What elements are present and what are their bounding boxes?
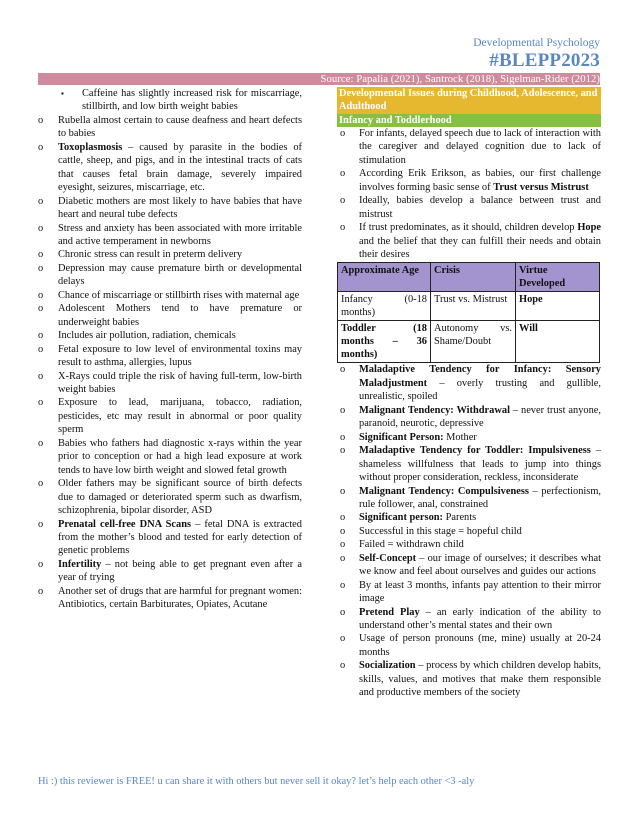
item-text: Diabetic mothers are most likely to have babies that have heart and neural tube defects bbox=[58, 195, 302, 221]
list-item bbox=[337, 552, 601, 579]
circle-bullet-icon: o bbox=[340, 364, 346, 376]
item-text: Chronic stress can result in preterm delivery bbox=[58, 249, 243, 261]
item-text: – never trust anyone, paranoid, neurotic, depressive bbox=[359, 404, 601, 430]
list-item bbox=[38, 222, 302, 249]
item-term: Significant Person: bbox=[359, 431, 444, 443]
item-text: – process by which children develop habits, skills, values, and motives that make them responsible and productive members of the society bbox=[359, 660, 601, 699]
item-term: Infertility bbox=[58, 558, 102, 570]
table-header-cell: Crisis bbox=[431, 263, 516, 292]
circle-bullet-icon: o bbox=[38, 249, 44, 261]
circle-bullet-icon: o bbox=[340, 445, 346, 457]
circle-bullet-icon: o bbox=[340, 404, 346, 416]
left-column bbox=[38, 87, 302, 612]
circle-bullet-icon: o bbox=[38, 141, 44, 153]
item-text: Includes air pollution, radiation, chemicals bbox=[58, 330, 236, 342]
circle-bullet-icon: o bbox=[38, 262, 44, 274]
list-item bbox=[337, 444, 601, 484]
item-text: Usage of person pronouns (me, mine) usually at 20-24 months bbox=[359, 633, 601, 658]
bullet-list-after-table bbox=[337, 363, 601, 699]
table-cell: Infancy (0-18 months) bbox=[338, 292, 431, 321]
item-text: Ideally, babies develop a balance between trust and mistrust bbox=[359, 195, 601, 220]
square-bullet-icon: ▪ bbox=[61, 89, 64, 98]
section-heading: Developmental Issues during Childhood, Adolescence, and Adulthood bbox=[337, 87, 601, 114]
list-item bbox=[38, 195, 302, 222]
circle-bullet-icon: o bbox=[340, 579, 346, 591]
circle-bullet-icon: o bbox=[340, 660, 346, 672]
circle-bullet-icon: o bbox=[340, 168, 346, 180]
item-text: Babies who fathers had diagnostic x-rays within the year prior to conception or had a high lead exposure at work tends to have low birth weight and slowed fetal growth bbox=[58, 437, 302, 476]
circle-bullet-icon: o bbox=[38, 330, 44, 342]
item-text: – fetal DNA is extracted from the mother’s blood and tested for early detection of genetic problems bbox=[58, 518, 302, 557]
list-item bbox=[38, 477, 302, 517]
circle-bullet-icon: o bbox=[340, 222, 346, 234]
list-item bbox=[38, 437, 302, 477]
item-text: Stress and anxiety has been associated with more irritable and active temperament in newborns bbox=[58, 222, 302, 247]
table-cell: Trust vs. Mistrust bbox=[431, 292, 516, 321]
list-item bbox=[337, 538, 601, 551]
item-text: For infants, delayed speech due to lack of interaction with the caregiver and delayed cognition due to lack of stimulation bbox=[359, 127, 601, 166]
item-text: Parents bbox=[443, 512, 477, 524]
list-item bbox=[38, 114, 302, 141]
table-row bbox=[338, 292, 600, 321]
item-term: Trust versus Mistrust bbox=[493, 181, 589, 193]
item-text: Another set of drugs that are harmful for pregnant women: Antibiotics, certain Barbiturates, Opiates, Acutane bbox=[58, 585, 302, 611]
circle-bullet-icon: o bbox=[340, 633, 346, 645]
circle-bullet-icon: o bbox=[38, 585, 44, 597]
item-term: Self-Concept bbox=[359, 552, 417, 564]
circle-bullet-icon: o bbox=[38, 114, 44, 126]
list-item bbox=[337, 659, 601, 699]
circle-bullet-icon: o bbox=[38, 478, 44, 490]
item-text: – not being able to get pregnant even after a year of trying bbox=[58, 558, 302, 584]
list-item bbox=[38, 343, 302, 370]
source-bar bbox=[38, 73, 600, 85]
circle-bullet-icon: o bbox=[340, 485, 346, 497]
item-text: According Erik Erikson, as babies, our first challenge involves forming basic sense of bbox=[359, 168, 601, 193]
item-text: – overly trusting and gullible, unrealistic, spoiled bbox=[359, 377, 601, 403]
circle-bullet-icon: o bbox=[38, 437, 44, 449]
item-text: Successful in this stage = hopeful child bbox=[359, 525, 522, 537]
table-cell: Hope bbox=[516, 292, 600, 321]
sub-list-item bbox=[38, 87, 302, 114]
item-text: – our image of ourselves; it describes what we know and feel about ourselves and guides our actions bbox=[359, 552, 601, 578]
item-text: – perfectionism, rule follower, anal, constrained bbox=[359, 485, 601, 510]
item-text: Chance of miscarriage or stillbirth rises with maternal age bbox=[58, 289, 300, 301]
item-term: Maladaptive Tendency for Infancy: Sensory Maladjustment bbox=[359, 364, 601, 389]
item-text: and the belief that they can fulfill their needs and obtain their desires bbox=[359, 235, 601, 260]
list-item bbox=[38, 289, 302, 302]
erikson-stage-table bbox=[337, 262, 600, 363]
item-text: – caused by parasite in the bodies of cattle, sheep, and pigs, and in the intestinal tracts of cats that causes fetal brain damage, severely impaired eyesight, seizures, miscarriage, etc. bbox=[58, 141, 302, 194]
item-term: Malignant Tendency: Compulsiveness bbox=[359, 485, 529, 497]
list-item bbox=[38, 141, 302, 195]
list-item bbox=[337, 404, 601, 431]
circle-bullet-icon: o bbox=[38, 222, 44, 234]
table-cell: Toddler (18 months – 36 months) bbox=[338, 321, 431, 363]
list-item bbox=[38, 329, 302, 342]
item-text: Depression may cause premature birth or developmental delays bbox=[58, 262, 302, 288]
list-item bbox=[38, 370, 302, 397]
circle-bullet-icon: o bbox=[38, 343, 44, 355]
table-header-cell: Virtue Developed bbox=[516, 263, 600, 292]
circle-bullet-icon: o bbox=[340, 539, 346, 551]
right-column bbox=[337, 87, 601, 700]
item-text: Older fathers may be significant source of birth defects due to damaged or deteriorated sperm such as dwarfism, schizophrenia, bipolar disorder, ASD bbox=[58, 478, 302, 517]
list-item bbox=[38, 262, 302, 289]
circle-bullet-icon: o bbox=[38, 303, 44, 315]
source-text: Source: Papalia (2021), Santrock (2018), Sigelman-Rider (2012) bbox=[320, 73, 600, 85]
circle-bullet-icon: o bbox=[38, 195, 44, 207]
item-text: Adolescent Mothers tend to have premature or underweight babies bbox=[58, 303, 302, 328]
item-text: Failed = withdrawn child bbox=[359, 539, 464, 551]
item-text: – an early indication of the ability to understand other’s mental states and their own bbox=[359, 606, 601, 632]
list-item bbox=[337, 485, 601, 512]
circle-bullet-icon: o bbox=[38, 518, 44, 530]
circle-bullet-icon: o bbox=[340, 195, 346, 207]
list-item bbox=[38, 558, 302, 585]
table-row bbox=[338, 321, 600, 363]
list-item bbox=[337, 194, 601, 221]
hashtag-title: #BLEPP2023 bbox=[489, 50, 600, 71]
list-item bbox=[337, 127, 601, 167]
circle-bullet-icon: o bbox=[340, 525, 346, 537]
item-term: Toxoplasmosis bbox=[58, 141, 123, 153]
item-term: Prenatal cell-free DNA Scans bbox=[58, 518, 192, 530]
item-term: Maladaptive Tendency for Toddler: Impulsiveness bbox=[359, 445, 591, 457]
item-text: By at least 3 months, infants pay attention to their mirror image bbox=[359, 579, 601, 605]
item-text: Fetal exposure to low level of environmental toxins may result to asthma, allergies, lupus bbox=[58, 343, 302, 369]
item-text: If trust predominates, as it should, children develop bbox=[359, 222, 578, 234]
list-item bbox=[38, 248, 302, 261]
list-item bbox=[38, 302, 302, 329]
item-term: Hope bbox=[577, 222, 601, 234]
circle-bullet-icon: o bbox=[340, 512, 346, 524]
list-item bbox=[337, 167, 601, 194]
list-item bbox=[38, 585, 302, 612]
item-term: Pretend Play bbox=[359, 606, 420, 618]
item-text: Exposure to lead, marijuana, tobacco, radiation, pesticides, etc may result in abnormal or poor quality sperm bbox=[58, 397, 302, 436]
list-item bbox=[337, 363, 601, 403]
circle-bullet-icon: o bbox=[340, 127, 346, 139]
circle-bullet-icon: o bbox=[38, 289, 44, 301]
item-text: Rubella almost certain to cause deafness and heart defects to babies bbox=[58, 114, 302, 140]
table-header-cell: Approximate Age bbox=[338, 263, 431, 292]
footer-note: Hi :) this reviewer is FREE! u can share it with others but never sell it okay? let’s help each other <3 -aly bbox=[38, 776, 475, 787]
item-term: Socialization bbox=[359, 660, 416, 672]
list-item bbox=[337, 511, 601, 524]
circle-bullet-icon: o bbox=[340, 431, 346, 443]
list-item bbox=[337, 606, 601, 633]
list-item bbox=[38, 518, 302, 558]
item-text: Mother bbox=[443, 431, 477, 443]
item-term: Significant person: bbox=[359, 512, 443, 524]
table-header-row bbox=[338, 263, 600, 292]
table-cell: Autonomy vs. Shame/Doubt bbox=[431, 321, 516, 363]
item-term: Malignant Tendency: Withdrawal bbox=[359, 404, 510, 416]
circle-bullet-icon: o bbox=[340, 606, 346, 618]
list-item bbox=[337, 632, 601, 659]
item-text: Caffeine has slightly increased risk for miscarriage, stillbirth, and low birth weight babies bbox=[82, 88, 302, 113]
list-item bbox=[337, 525, 601, 538]
table-cell: Will bbox=[516, 321, 600, 363]
list-item bbox=[337, 431, 601, 444]
list-item bbox=[337, 221, 601, 261]
item-text: – shameless willfulness that leads to jump into things without proper consideration, reckless, inconsiderate bbox=[359, 445, 601, 484]
item-text: X-Rays could triple the risk of having full-term, low-birth weight babies bbox=[58, 370, 302, 395]
circle-bullet-icon: o bbox=[340, 552, 346, 564]
list-item bbox=[337, 579, 601, 606]
subsection-heading: Infancy and Toddlerhood bbox=[337, 114, 601, 127]
subject-title: Developmental Psychology bbox=[473, 37, 600, 49]
circle-bullet-icon: o bbox=[38, 558, 44, 570]
circle-bullet-icon: o bbox=[38, 397, 44, 409]
circle-bullet-icon: o bbox=[38, 370, 44, 382]
bullet-list-before-table bbox=[337, 127, 601, 262]
list-item bbox=[38, 396, 302, 436]
